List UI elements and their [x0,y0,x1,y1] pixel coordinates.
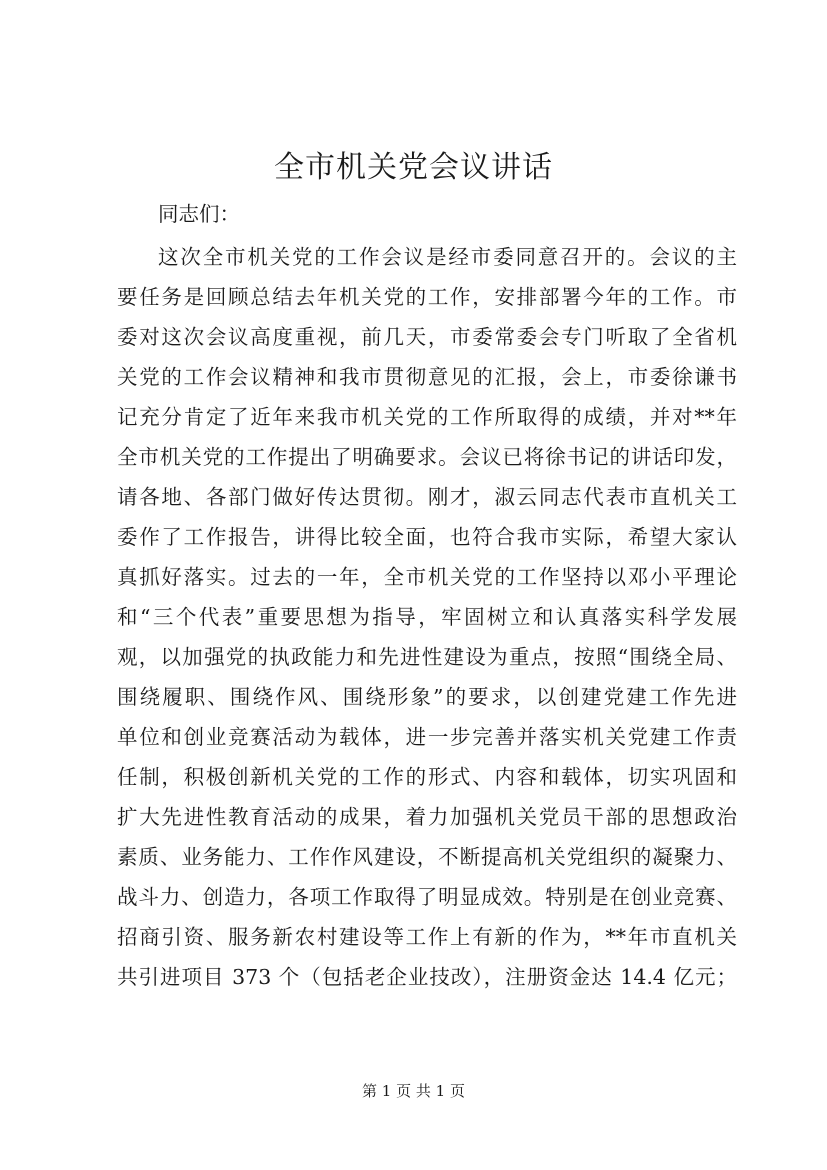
body-line: 观，以加强党的执政能力和先进性建设为重点，按照“围绕全局、 [117,645,737,669]
body-line: 委对这次会议高度重视，前几天，市委常委会专门听取了全省机 [117,325,737,349]
body-line: 全市机关党的工作提出了明确要求。会议已将徐书记的讲话印发， [117,445,737,469]
body-line: 和“三个代表”重要思想为指导，牢固树立和认真落实科学发展 [117,605,737,629]
body-line: 单位和创业竞赛活动为载体，进一步完善并落实机关党建工作责 [117,725,737,749]
salutation: 同志们： [158,202,240,226]
body-line: 要任务是回顾总结去年机关党的工作，安排部署今年的工作。市 [117,285,737,309]
body-line: 关党的工作会议精神和我市贯彻意见的汇报，会上，市委徐谦书 [117,365,737,389]
body-line: 扩大先进性教育活动的成果，着力加强机关党员干部的思想政治 [117,805,737,829]
body-line: 战斗力、创造力，各项工作取得了明显成效。特别是在创业竞赛、 [117,885,737,909]
body-line: 共引进项目 373 个（包括老企业技改），注册资金达 14.4 亿元； [117,965,737,989]
body-line: 招商引资、服务新农村建设等工作上有新的作为，**年市直机关 [117,925,737,949]
body-line: 任制，积极创新机关党的工作的形式、内容和载体，切实巩固和 [117,765,737,789]
body-line: 这次全市机关党的工作会议是经市委同意召开的。会议的主 [158,245,737,269]
body-line: 真抓好落实。过去的一年，全市机关党的工作坚持以邓小平理论 [117,565,737,589]
document-title: 全市机关党会议讲话 [274,150,553,185]
body-line: 委作了工作报告，讲得比较全面，也符合我市实际，希望大家认 [117,525,737,549]
body-line: 素质、业务能力、工作作风建设，不断提高机关党组织的凝聚力、 [117,845,737,869]
body-line: 围绕履职、围绕作风、围绕形象”的要求，以创建党建工作先进 [117,685,737,709]
body-line: 请各地、各部门做好传达贯彻。刚才，淑云同志代表市直机关工 [117,485,737,509]
body-line: 记充分肯定了近年来我市机关党的工作所取得的成绩，并对**年 [117,405,737,429]
page-footer: 第 1 页 共 1 页 [362,1082,465,1100]
